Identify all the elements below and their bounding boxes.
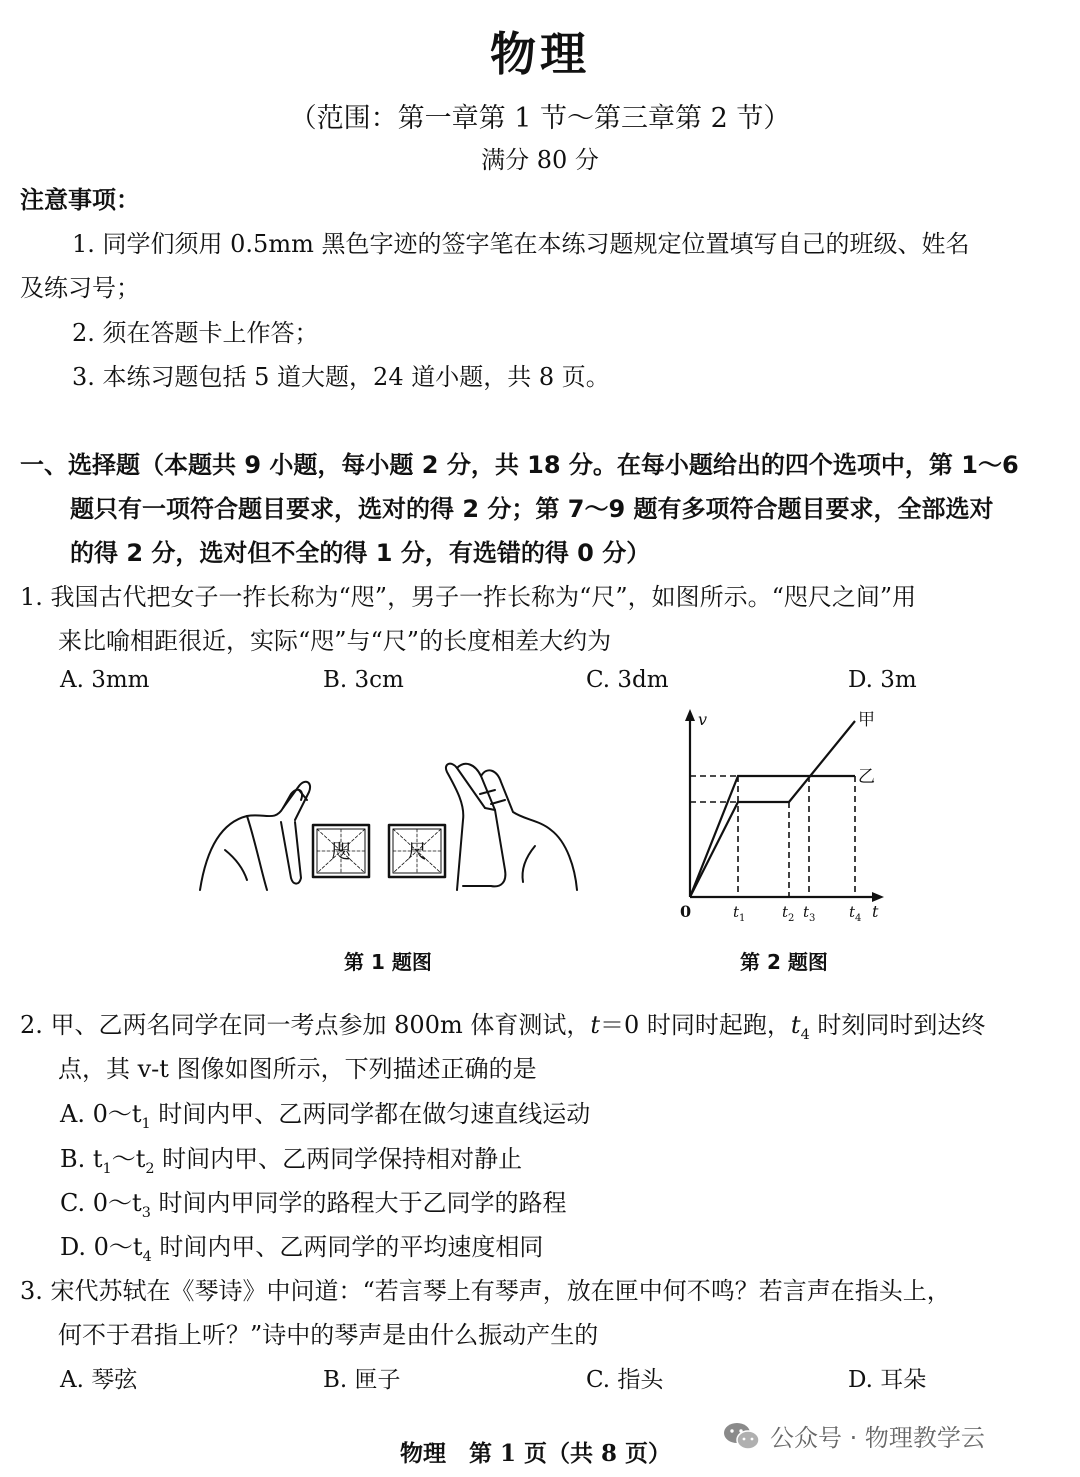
q2-option-d: D. $0\sim t_4$ 时间内甲、乙两同学的平均速度相同 [60,1233,544,1265]
tick-t3: t [803,903,810,921]
question-3-line-1: 3. 宋代苏轼在《琴诗》中问道：“若言琴上有琴声，放在匣中何不鸣？若言声在指头上， [20,1277,951,1305]
t-axis-label: t [872,902,879,921]
series-yi-line [690,776,855,897]
figure-1-char-zhi: 咫 [331,839,351,863]
question-3-line-2: 何不于君指上听？”诗中的琴声是由什么振动产生的 [58,1321,599,1349]
figure-2-vt-graph [672,705,892,925]
q1-option-a: A. 3mm [60,667,150,693]
v-axis-arrow [685,709,695,721]
left-hand-outline [200,782,310,890]
note-item-1-cont: 及练习号； [20,274,140,302]
t-axis-arrow [872,892,884,902]
question-2-line-1: 2. 甲、乙两名同学在同一考点参加 800m 体育测试，t＝0 时同时起跑，$t_4$ 时刻同时到达终 [20,1011,986,1043]
figure-1-char-chi: 尺 [407,839,427,863]
q1-option-b: B. 3cm [323,667,404,693]
q2-option-b: B. $t_1\sim t_2$ 时间内甲、乙两同学保持相对静止 [60,1145,523,1177]
tick-t2-sub: 2 [788,913,795,924]
q3-option-c: C. 指头 [586,1367,664,1393]
figure-1-caption: 第 1 题图 [344,950,432,974]
note-item-2: 2. 须在答题卡上作答； [72,319,319,347]
watermark [722,1418,985,1453]
page-title: 物理 [490,27,590,81]
q3-option-d: D. 耳朵 [848,1367,927,1393]
wechat-icon [722,1420,762,1452]
tick-t3-sub: 3 [809,913,816,924]
note-item-3: 3. 本练习题包括 5 道大题，24 道小题，共 8 页。 [72,363,610,391]
q3-option-a: A. 琴弦 [60,1367,138,1393]
section-1-line-2: 题只有一项符合题目要求，选对的得 2 分；第 7～9 题有多项符合题目要求，全部选对 [70,495,994,523]
question-1-line-2: 来比喻相距很近，实际“咫”与“尺”的长度相差大约为 [58,627,612,655]
watermark-text: 公众号 · 物理教学云 [770,1424,985,1452]
q1-option-d: D. 3m [848,667,917,693]
v-axis-label: v [698,710,708,729]
tick-t1: t [733,903,740,921]
tick-t4-sub: 4 [855,913,862,924]
right-hand-outline [446,764,485,890]
figure-2-caption: 第 2 题图 [740,950,828,974]
q2-option-a: A. $0\sim t_1$ 时间内甲、乙两同学都在做匀速直线运动 [60,1100,591,1132]
series-yi-label: 乙 [858,767,875,787]
section-1-line-3: 的得 2 分，选对但不全的得 1 分，有选错的得 0 分） [70,539,651,567]
note-item-1: 1. 同学们须用 0.5mm 黑色字迹的签字笔在本练习题规定位置填写自己的班级、姓名 [72,230,970,258]
exam-range: （范围：第一章第 1 节～第三章第 2 节） [289,103,791,134]
tick-t1-sub: 1 [739,913,746,924]
series-jia-line [690,721,855,897]
tick-t4: t [849,903,856,921]
question-2-line-2: 点，其 v-t 图像如图所示，下列描述正确的是 [58,1055,537,1083]
full-score: 满分 80 分 [481,146,599,174]
series-jia-label: 甲 [858,710,875,730]
origin-label: 0 [680,902,692,921]
question-1-line-1: 1. 我国古代把女子一拃长称为“咫”，男子一拃长称为“尺”，如图所示。“咫尺之间”用 [20,583,917,611]
q3-option-b: B. 匣子 [323,1367,401,1393]
figure-1-hands-illustration [195,750,590,910]
q1-option-c: C. 3dm [586,667,669,693]
section-1-line-1: 一、选择题（本题共 9 小题，每小题 2 分，共 18 分。在每小题给出的四个选项中，第 1～6 [20,451,1019,479]
notes-heading: 注意事项： [20,186,140,214]
page-footer: 物理 第 1 页（共 8 页） [400,1440,672,1467]
tick-t2: t [782,903,789,921]
q2-option-c: C. $0\sim t_3$ 时间内甲同学的路程大于乙同学的路程 [60,1189,567,1221]
